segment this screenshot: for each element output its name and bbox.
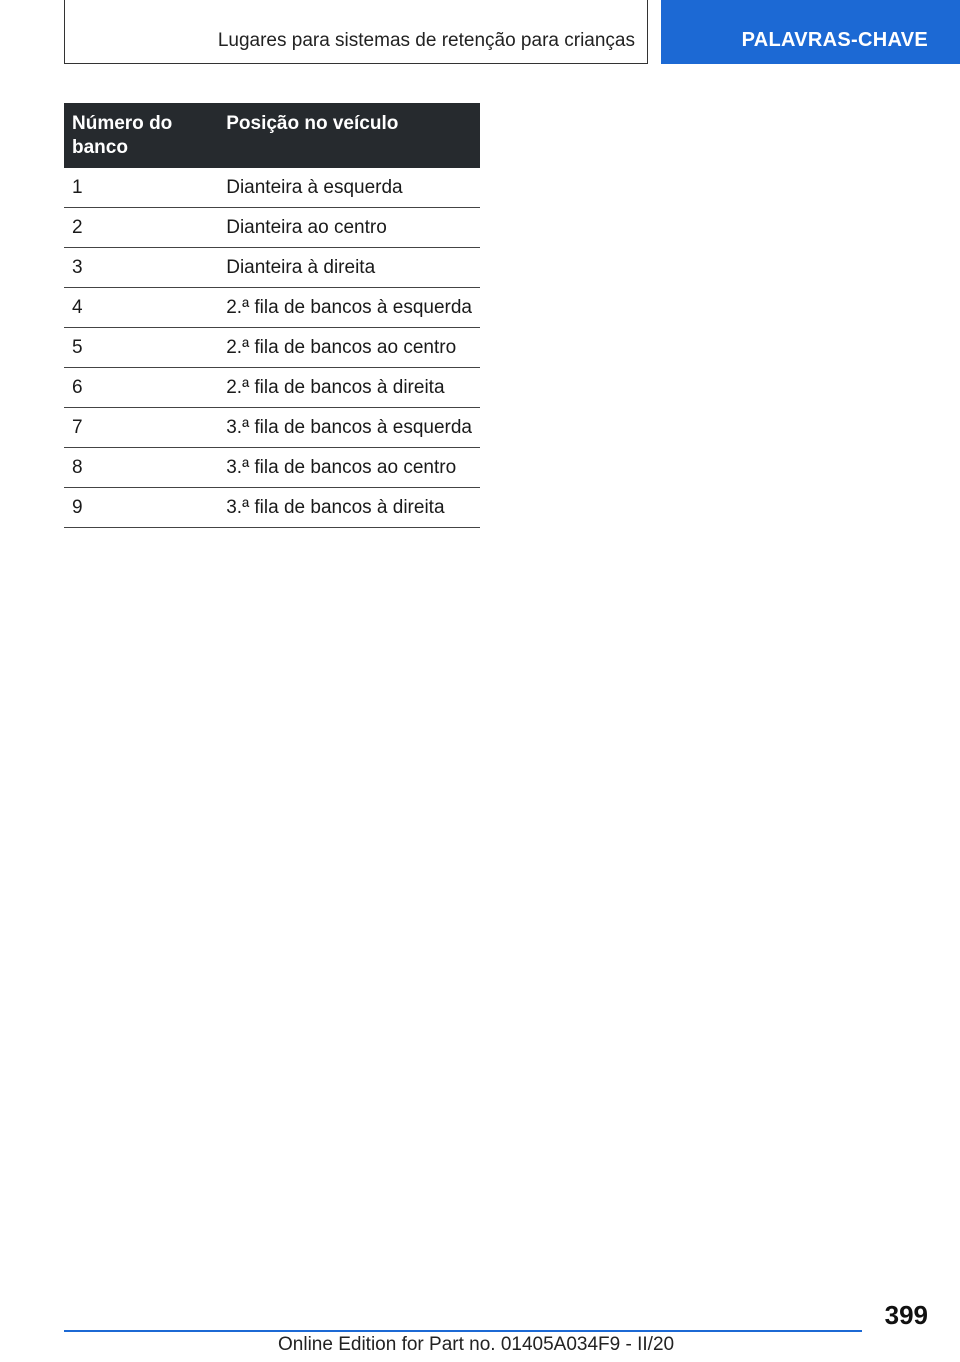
seat-position-cell: 3.ª fila de bancos à esquerda (218, 408, 480, 448)
seat-position-cell: 2.ª fila de bancos à esquerda (218, 288, 480, 328)
seat-position-table (64, 103, 480, 528)
seat-number-cell: 5 (64, 328, 218, 368)
table-row (64, 488, 480, 528)
footer-edition-text: Online Edition for Part no. 01405A034F9 - II/20 (278, 1334, 675, 1355)
seat-number-cell: 3 (64, 248, 218, 288)
keywords-tab-label: PALAVRAS-CHAVE (741, 29, 928, 51)
footer-divider (64, 1330, 862, 1332)
seat-number-cell: 7 (64, 408, 218, 448)
page-section-title: Lugares para sistemas de retenção para crianças (217, 30, 635, 51)
seat-number-cell: 4 (64, 288, 218, 328)
table-row (64, 248, 480, 288)
seat-number-cell: 6 (64, 368, 218, 408)
seat-position-cell: 3.ª fila de bancos ao centro (218, 448, 480, 488)
seat-number-cell: 1 (64, 168, 218, 208)
keywords-tab[interactable] (661, 0, 960, 64)
table-row (64, 288, 480, 328)
seat-position-cell: 2.ª fila de bancos à direita (218, 368, 480, 408)
header-title-box (64, 0, 648, 64)
page-number: 399 (884, 1300, 928, 1330)
seat-position-cell: Dianteira à direita (218, 248, 480, 288)
seat-number-cell: 2 (64, 208, 218, 248)
seat-position-cell: 2.ª fila de bancos ao centro (218, 328, 480, 368)
table-header-row (64, 103, 480, 168)
table-row (64, 328, 480, 368)
table-row (64, 408, 480, 448)
seat-position-cell: Dianteira à esquerda (218, 168, 480, 208)
seat-position-cell: Dianteira ao centro (218, 208, 480, 248)
column-header-vehicle-position: Posição no veículo (218, 103, 480, 168)
table-row (64, 448, 480, 488)
table-row (64, 368, 480, 408)
seat-number-cell: 9 (64, 488, 218, 528)
seat-number-cell: 8 (64, 448, 218, 488)
table-row (64, 168, 480, 208)
seat-position-cell: 3.ª fila de bancos à direita (218, 488, 480, 528)
table-row (64, 208, 480, 248)
column-header-seat-number: Número do banco (64, 103, 218, 168)
